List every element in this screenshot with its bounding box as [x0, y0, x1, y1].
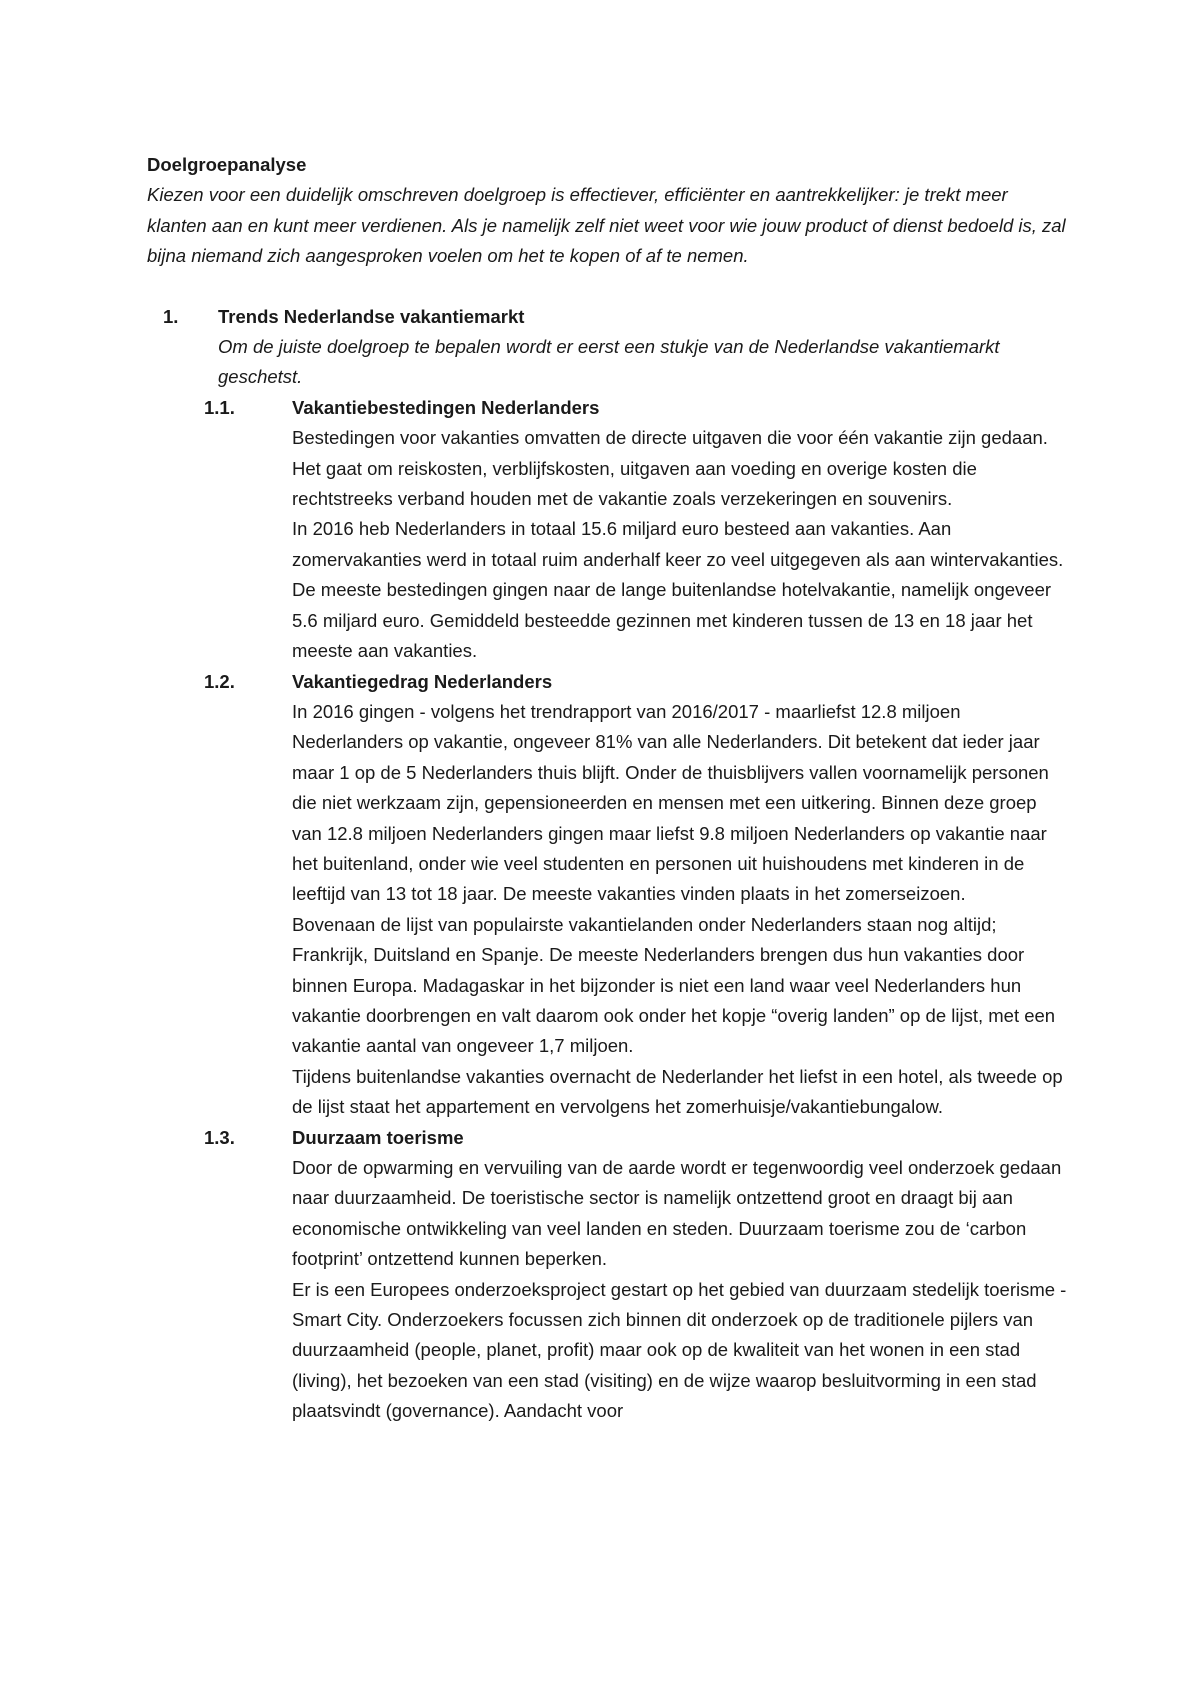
subsection-1-1 [147, 393, 1067, 667]
section-1 [147, 302, 1067, 393]
section-intro: Om de juiste doelgroep te bepalen wordt er eerst een stukje van de Nederlandse vakantiemarkt geschetst. [218, 336, 1000, 388]
document-intro: Kiezen voor een duidelijk omschreven doelgroep is effectiever, efficiënter en aantrekkelijker: je trekt meer klanten aan en kunt meer verdienen. Als je namelijk zelf niet weet voor wie jouw product of dienst bedoeld is, zal bijna niemand zich aangesproken voelen om het te kopen of af te nemen. [147, 184, 1066, 267]
paragraph: Bovenaan de lijst van populairste vakantielanden onder Nederlanders staan nog altijd; Frankrijk, Duitsland en Spanje. De meeste Nederlanders brengen dus hun vakanties door binnen Europa. Madagaskar in het bijzonder is niet een land waar veel Nederlanders hun vakantie doorbrengen en valt daarom ook onder het kopje “overig landen” op de lijst, met een vakantie aantal van ongeveer 1,7 miljoen. [292, 913, 1056, 1057]
paragraph: Bestedingen voor vakanties omvatten de directe uitgaven die voor één vakantie zijn gedaan. Het gaat om reiskosten, verblijfskosten, uitgaven aan voeding en overige kosten die rechtstreeks verband houden met de vakantie zoals verzekeringen en souvenirs. [292, 427, 1048, 510]
subsection-1-3 [147, 1123, 1067, 1427]
document-title: Doelgroepanalyse [147, 154, 307, 175]
subsection-number: 1.2. [204, 670, 235, 692]
section-title: Trends Nederlandse vakantiemarkt [218, 305, 525, 327]
paragraph: Door de opwarming en vervuiling van de aarde wordt er tegenwoordig veel onderzoek gedaan naar duurzaamheid. De toeristische sector is namelijk ontzettend groot en draagt bij aan economische ontwikkeling van veel landen en steden. Duurzaam toerisme zou de ‘carbon footprint’ ontzettend kunnen beperken. [292, 1157, 1062, 1270]
section-number: 1. [163, 305, 179, 327]
paragraph: Er is een Europees onderzoeksproject gestart op het gebied van duurzaam stedelijk toerisme - Smart City. Onderzoekers focussen zich binnen dit onderzoek op de traditionele pijlers van duurzaamheid (people, planet, profit) maar ook op de kwaliteit van het wonen in een stad (living), het bezoeken van een stad (visiting) en de wijze waarop besluitvorming in een stad plaatsvindt (governance). Aandacht voor [292, 1278, 1067, 1422]
subsection-number: 1.3. [204, 1126, 235, 1148]
subsection-title: Duurzaam toerisme [292, 1126, 464, 1148]
document-body [147, 150, 1067, 1427]
subsection-number: 1.1. [204, 396, 235, 418]
paragraph: In 2016 gingen - volgens het trendrapport van 2016/2017 - maarliefst 12.8 miljoen Nederlanders op vakantie, ongeveer 81% van alle Nederlanders. Dit betekent dat ieder jaar maar 1 op de 5 Nederlanders thuis blijft. Onder de thuisblijvers vallen voornamelijk personen die niet werkzaam zijn, gepensioneerden en mensen met een uitkering. Binnen deze groep van 12.8 miljoen Nederlanders gingen maar liefst 9.8 miljoen Nederlanders op vakantie naar het buitenland, onder wie veel studenten en personen uit huishoudens met kinderen in de leeftijd van 13 tot 18 jaar. De meeste vakanties vinden plaats in het zomerseizoen. [292, 700, 1049, 905]
paragraph: Tijdens buitenlandse vakanties overnacht de Nederlander het liefst in een hotel, als tweede op de lijst staat het appartement en vervolgens het zomerhuisje/vakantiebungalow. [292, 1065, 1063, 1118]
subsection-title: Vakantiegedrag Nederlanders [292, 670, 553, 692]
spacer [147, 272, 1067, 302]
subsection-1-2 [147, 667, 1067, 1123]
paragraph: In 2016 heb Nederlanders in totaal 15.6 miljard euro besteed aan vakanties. Aan zomervakanties werd in totaal ruim anderhalf keer zo veel uitgegeven als aan wintervakanties. De meeste bestedingen gingen naar de lange buitenlandse hotelvakantie, namelijk ongeveer 5.6 miljard euro. Gemiddeld besteedde gezinnen met kinderen tussen de 13 en 18 jaar het meeste aan vakanties. [292, 518, 1064, 662]
subsection-title: Vakantiebestedingen Nederlanders [292, 396, 600, 418]
